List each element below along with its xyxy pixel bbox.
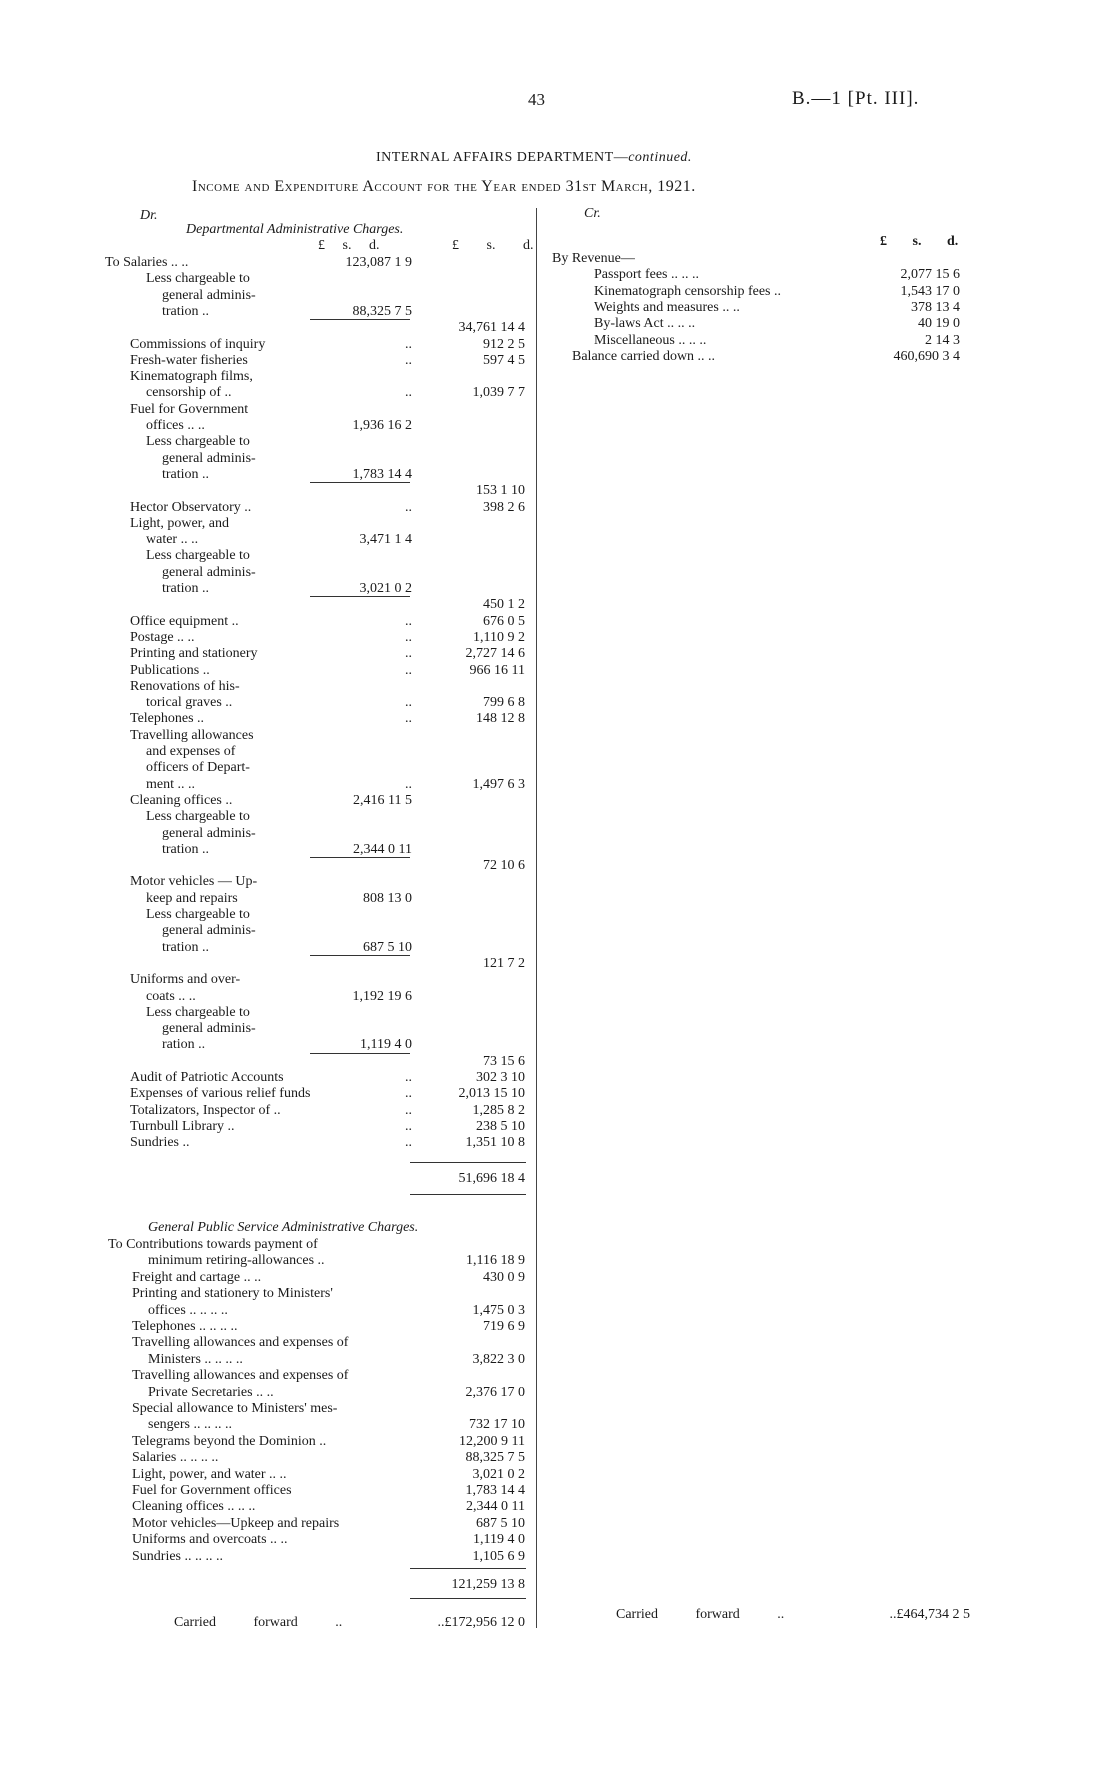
dr-label: Dr.: [140, 208, 158, 223]
row-inner-amount: ..: [405, 385, 412, 401]
row-label: Miscellaneous .. .. ..: [594, 332, 707, 348]
row-label: Weights and measures .. ..: [594, 299, 740, 315]
table-row: [0, 873, 540, 890]
table-row: [0, 1069, 540, 1086]
table-row: [0, 727, 540, 744]
row-inner-amount: 1,783 14 4: [352, 466, 412, 482]
row-label: general adminis-: [162, 825, 256, 841]
table-row: [0, 1482, 540, 1499]
row-outer-amount: 1,351 10 8: [465, 1135, 525, 1151]
row-inner-amount: 2,344 0 11: [353, 841, 412, 857]
row-outer-amount: 1,119 4 0: [473, 1532, 525, 1548]
table-row: [0, 678, 540, 695]
row-outer-amount: 2,344 0 11: [466, 1499, 525, 1515]
table-row: [0, 336, 540, 353]
table-row: [0, 287, 540, 304]
row-label: Telegrams beyond the Dominion ..: [132, 1433, 327, 1449]
table-row: [0, 352, 540, 369]
row-outer-amount: 2,727 14 6: [465, 646, 525, 662]
row-outer-amount: 1,497 6 3: [472, 776, 525, 792]
row-inner-amount: 2,416 11 5: [353, 792, 412, 808]
table-row: [0, 1252, 540, 1269]
row-label: censorship of ..: [146, 385, 232, 401]
table-row: [0, 1531, 540, 1548]
row-label: Printing and stationery to Ministers': [132, 1286, 333, 1302]
row-label: Telephones ..: [130, 711, 205, 727]
table-row: [540, 250, 970, 267]
row-label: Fuel for Government offices: [132, 1483, 292, 1498]
row-inner-amount: 1,936 16 2: [352, 418, 412, 433]
row-label: By Revenue—: [552, 251, 635, 266]
left-carried-forward: [0, 1614, 540, 1631]
row-label: Sundries .. .. .. ..: [132, 1548, 223, 1564]
table-row: [0, 1269, 540, 1286]
row-label: Hector Observatory ..: [130, 499, 252, 515]
outer-col-header: £ s. d.: [452, 238, 534, 253]
row-label: Fuel for Government: [130, 401, 249, 417]
table-row: [0, 515, 540, 532]
row-label: Special allowance to Ministers' mes-: [132, 1401, 338, 1416]
row-label: officers of Depart-: [146, 760, 250, 776]
table-row: [0, 1285, 540, 1302]
row-outer-amount: 912 2 5: [483, 336, 525, 352]
row-outer-amount: 3,822 3 0: [472, 1351, 525, 1367]
section2-total: [0, 1576, 540, 1593]
section-heading-departmental: Departmental Administrative Charges.: [186, 222, 404, 237]
row-label: tration ..: [162, 466, 210, 482]
row-label: Ministers .. .. .. ..: [148, 1351, 243, 1367]
row-label: To Salaries .. ..: [105, 255, 189, 270]
row-outer-amount: 732 17 10: [469, 1417, 525, 1433]
table-row: [0, 1367, 540, 1384]
page-number: 43: [528, 90, 545, 109]
row-inner-amount: ..: [405, 695, 412, 711]
table-row: [0, 792, 540, 809]
table-row: [0, 1302, 540, 1319]
table-row: [0, 906, 540, 923]
inner-col-header: £ s. d.: [318, 238, 380, 253]
section1-total: [0, 1170, 540, 1187]
table-row: [0, 547, 540, 564]
table-row: [0, 466, 540, 483]
row-outer-amount: 12,200 9 11: [459, 1433, 525, 1449]
table-row: [0, 1118, 540, 1135]
table-row: [0, 710, 540, 727]
table-row: [0, 971, 540, 988]
row-inner-amount: 1,192 19 6: [352, 988, 412, 1004]
row-label: To Contributions towards payment of: [108, 1237, 318, 1252]
table-row: [0, 776, 540, 793]
section2-total-rule-top: [410, 1568, 526, 1569]
table-row: [540, 299, 970, 316]
row-inner-amount: ..: [405, 1086, 412, 1102]
row-label: By-laws Act .. .. ..: [594, 316, 696, 332]
table-row: [0, 1236, 540, 1253]
department-title-main: INTERNAL AFFAIRS DEPARTMENT—: [376, 150, 629, 165]
row-label: general adminis-: [162, 923, 256, 939]
row-label: Cleaning offices ..: [130, 792, 233, 808]
table-row: [0, 645, 540, 662]
left-carried-forward-label: Carried forward ..: [174, 1615, 343, 1630]
section1-total-value: 51,696 18 4: [458, 1171, 525, 1186]
table-row: [0, 825, 540, 842]
row-label: Printing and stationery: [130, 646, 258, 662]
row-inner-amount: ..: [405, 499, 412, 515]
table-row: [0, 922, 540, 939]
section1-total-rule-top: [410, 1162, 526, 1163]
row-label: Turnbull Library ..: [130, 1118, 235, 1134]
row-label: offices .. .. .. ..: [148, 1302, 228, 1318]
row-outer-amount: 302 3 10: [476, 1070, 525, 1085]
table-row: [0, 1416, 540, 1433]
table-row: [0, 1036, 540, 1053]
table-row: [0, 1466, 540, 1483]
table-row: [0, 759, 540, 776]
table-row: [540, 283, 970, 300]
table-row: [0, 596, 540, 613]
row-label: Less chargeable to: [146, 907, 250, 922]
section-heading-general: General Public Service Administrative Charges.: [148, 1220, 419, 1235]
table-row: [0, 808, 540, 825]
table-row: [0, 1102, 540, 1119]
row-amount: 378 13 4: [911, 299, 960, 315]
row-inner-amount: ..: [405, 1118, 412, 1134]
row-label: Uniforms and over-: [130, 972, 241, 988]
row-outer-amount: 148 12 8: [476, 711, 525, 727]
row-outer-amount: 72 10 6: [483, 858, 525, 874]
row-inner-amount: ..: [405, 662, 412, 678]
row-label: sengers .. .. .. ..: [148, 1417, 232, 1433]
row-label: general adminis-: [162, 564, 256, 580]
row-outer-amount: 2,013 15 10: [458, 1086, 525, 1102]
table-row: [540, 266, 970, 283]
row-label: tration ..: [162, 939, 210, 955]
row-outer-amount: 398 2 6: [483, 499, 525, 515]
row-outer-amount: 966 16 11: [469, 662, 525, 678]
row-label: tration ..: [162, 841, 210, 857]
table-row: [0, 303, 540, 320]
table-row: [0, 955, 540, 972]
row-label: tration ..: [162, 303, 210, 319]
table-row: [0, 1318, 540, 1335]
row-label: Less chargeable to: [146, 271, 250, 287]
table-row: [0, 662, 540, 679]
row-label: ration ..: [162, 1037, 206, 1053]
row-label: Uniforms and overcoats .. ..: [132, 1532, 288, 1548]
table-row: [0, 1449, 540, 1466]
row-outer-amount: 1,105 6 9: [472, 1548, 525, 1564]
row-label: Travelling allowances: [130, 727, 254, 743]
table-row: [0, 743, 540, 760]
row-outer-amount: 597 4 5: [483, 352, 525, 368]
row-label: Light, power, and: [130, 515, 229, 531]
row-outer-amount: 34,761 14 4: [458, 320, 525, 336]
row-label: Totalizators, Inspector of ..: [130, 1102, 281, 1118]
row-inner-amount: ..: [405, 336, 412, 352]
table-row: [0, 580, 540, 597]
row-outer-amount: 1,783 14 4: [465, 1483, 525, 1498]
row-label: Less chargeable to: [146, 1004, 250, 1020]
department-title-continued: continued.: [628, 150, 692, 165]
table-row: [0, 270, 540, 287]
document-reference: B.—1 [Pt. III].: [792, 88, 920, 109]
table-row: [0, 319, 540, 336]
table-row: [0, 939, 540, 956]
table-row: [0, 1053, 540, 1070]
table-row: [0, 384, 540, 401]
table-row: [0, 1334, 540, 1351]
row-inner-amount: ..: [405, 646, 412, 662]
row-inner-amount: ..: [405, 352, 412, 368]
table-row: [0, 433, 540, 450]
row-label: Cleaning offices .. .. ..: [132, 1499, 256, 1515]
row-inner-amount: 3,021 0 2: [359, 581, 412, 596]
row-label: Renovations of his-: [130, 678, 240, 694]
row-label: Less chargeable to: [146, 434, 250, 450]
row-label: Private Secretaries .. ..: [148, 1384, 274, 1400]
table-row: [0, 1400, 540, 1417]
row-inner-amount: ..: [405, 711, 412, 727]
row-outer-amount: 1,285 8 2: [472, 1102, 525, 1118]
row-label: Motor vehicles — Up-: [130, 874, 258, 890]
row-label: coats .. ..: [146, 988, 196, 1004]
row-label: Kinematograph censorship fees ..: [594, 283, 781, 299]
table-row: [0, 1548, 540, 1565]
row-inner-amount: ..: [405, 776, 412, 792]
row-inner-amount: 123,087 1 9: [345, 255, 412, 270]
right-carried-forward: [540, 1606, 970, 1623]
row-label: Postage .. ..: [130, 629, 195, 645]
row-label: Commissions of inquiry: [130, 336, 266, 352]
table-row: [0, 499, 540, 516]
row-outer-amount: 2,376 17 0: [465, 1384, 525, 1400]
row-label: Passport fees .. .. ..: [594, 267, 699, 283]
table-row: [0, 564, 540, 581]
row-inner-amount: ..: [405, 1135, 412, 1151]
row-outer-amount: 88,325 7 5: [465, 1450, 525, 1466]
table-row: [0, 1498, 540, 1515]
row-outer-amount: 450 1 2: [483, 597, 525, 613]
table-row: [0, 613, 540, 630]
row-label: Audit of Patriotic Accounts: [130, 1070, 284, 1085]
row-outer-amount: 1,475 0 3: [472, 1302, 525, 1318]
table-row: [0, 1351, 540, 1368]
row-inner-amount: ..: [405, 613, 412, 629]
row-outer-amount: 719 6 9: [483, 1319, 525, 1334]
row-label: Less chargeable to: [146, 809, 250, 825]
row-inner-amount: 3,471 1 4: [359, 532, 412, 548]
row-label: tration ..: [162, 581, 210, 596]
row-label: Travelling allowances and expenses of: [132, 1368, 349, 1384]
table-row: [0, 1085, 540, 1102]
row-label: Kinematograph films,: [130, 369, 253, 385]
row-label: offices .. ..: [146, 418, 205, 433]
table-row: [0, 531, 540, 548]
account-title: Income and Expenditure Account for the Year ended 31st March, 1921.: [192, 178, 696, 195]
table-row: [0, 417, 540, 434]
row-amount: 2 14 3: [925, 332, 960, 348]
row-outer-amount: 153 1 10: [476, 483, 525, 499]
row-outer-amount: 676 0 5: [483, 613, 525, 629]
table-row: [0, 482, 540, 499]
table-row: [0, 1004, 540, 1021]
row-outer-amount: 238 5 10: [476, 1118, 525, 1134]
table-row: [0, 401, 540, 418]
row-outer-amount: 3,021 0 2: [472, 1466, 525, 1482]
row-outer-amount: 687 5 10: [476, 1515, 525, 1531]
row-amount: 40 19 0: [918, 316, 960, 332]
row-label: Motor vehicles—Upkeep and repairs: [132, 1515, 340, 1531]
row-label: Balance carried down .. ..: [572, 348, 716, 364]
table-row: [0, 1020, 540, 1037]
table-row: [0, 857, 540, 874]
right-carried-forward-label: Carried forward ..: [616, 1607, 785, 1622]
row-label: Publications ..: [130, 662, 210, 678]
table-row: [0, 890, 540, 907]
right-carried-forward-value: ..£464,734 2 5: [889, 1607, 970, 1622]
cr-label: Cr.: [584, 206, 601, 221]
row-label: Freight and cartage .. ..: [132, 1269, 262, 1285]
left-carried-forward-value: ..£172,956 12 0: [437, 1615, 525, 1630]
table-row: [0, 988, 540, 1005]
row-outer-amount: 1,039 7 7: [472, 385, 525, 401]
section1-total-rule-bottom: [410, 1194, 526, 1195]
row-outer-amount: 121 7 2: [483, 955, 525, 971]
row-inner-amount: ..: [405, 1070, 412, 1085]
table-row: [0, 841, 540, 858]
section2-total-rule-bottom: [410, 1598, 526, 1599]
row-label: water .. ..: [146, 532, 199, 548]
row-inner-amount: ..: [405, 1102, 412, 1118]
row-label: Less chargeable to: [146, 548, 250, 564]
row-amount: 460,690 3 4: [893, 348, 960, 364]
row-amount: 2,077 15 6: [900, 267, 960, 283]
table-row: [0, 1384, 540, 1401]
row-label: Fresh-water fisheries: [130, 352, 248, 368]
row-inner-amount: 1,119 4 0: [360, 1037, 412, 1053]
table-row: [540, 332, 970, 349]
row-label: torical graves ..: [146, 695, 233, 711]
row-label: general adminis-: [162, 287, 256, 303]
table-row: [0, 1134, 540, 1151]
row-label: Travelling allowances and expenses of: [132, 1335, 349, 1351]
row-label: ment .. ..: [146, 776, 195, 792]
row-label: general adminis-: [162, 450, 256, 466]
row-label: minimum retiring-allowances ..: [148, 1253, 325, 1269]
row-inner-amount: 808 13 0: [363, 890, 412, 906]
row-label: Expenses of various relief funds: [130, 1086, 311, 1102]
row-outer-amount: 430 0 9: [483, 1269, 525, 1285]
table-row: [0, 694, 540, 711]
table-row: [0, 368, 540, 385]
row-label: Light, power, and water .. ..: [132, 1466, 287, 1482]
row-inner-amount: 687 5 10: [363, 939, 412, 955]
department-title: [376, 150, 692, 166]
row-outer-amount: 1,110 9 2: [473, 629, 525, 645]
row-label: Office equipment ..: [130, 613, 239, 629]
table-row: [0, 1515, 540, 1532]
row-label: general adminis-: [162, 1021, 256, 1037]
row-inner-amount: ..: [405, 629, 412, 645]
table-row: [0, 1433, 540, 1450]
row-outer-amount: 799 6 8: [483, 695, 525, 711]
table-row: [0, 629, 540, 646]
row-label: Telephones .. .. .. ..: [132, 1319, 238, 1334]
table-row: [540, 348, 970, 365]
section2-total-value: 121,259 13 8: [451, 1577, 525, 1592]
row-amount: 1,543 17 0: [900, 283, 960, 299]
table-row: [540, 315, 970, 332]
row-label: and expenses of: [146, 744, 236, 759]
row-label: keep and repairs: [146, 890, 238, 906]
table-row: [0, 254, 540, 271]
row-label: Sundries ..: [130, 1135, 190, 1151]
row-inner-amount: 88,325 7 5: [352, 303, 412, 319]
row-outer-amount: 1,116 18 9: [466, 1253, 525, 1269]
table-row: [0, 450, 540, 467]
right-col-header: £ s. d.: [880, 234, 959, 249]
row-label: Salaries .. .. .. ..: [132, 1450, 219, 1466]
row-outer-amount: 73 15 6: [483, 1053, 525, 1069]
